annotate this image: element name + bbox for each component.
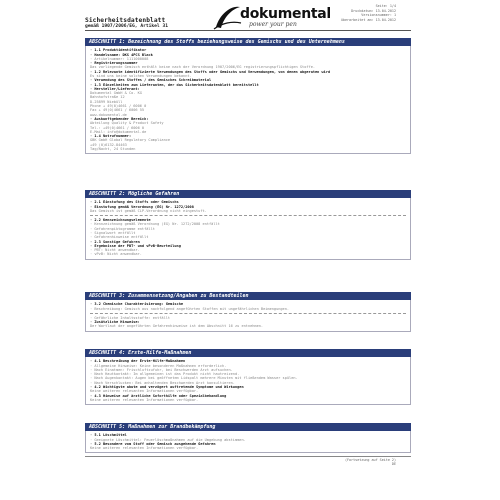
document-title: Sicherheitsdatenblatt bbox=[85, 17, 166, 24]
footer bbox=[345, 458, 396, 467]
section-line: Das vorliegende Gemisch enthält keine nach der Verordnung 1907/2006/EG registrierungspflichtigen Stoffe. bbox=[90, 65, 316, 70]
section-heading: ABSCHNITT 5: Maßnahmen zur Brandbekämpfung bbox=[85, 423, 411, 431]
section-line: · 3.2 Chemische Charakterisierung: Gemische bbox=[90, 302, 184, 307]
section-line: · 2.2 Kennzeichnungselemente bbox=[90, 218, 151, 223]
section-line: Der Wortlaut der angeführten Gefahrenhinweise ist dem Abschnitt 16 zu entnehmen. bbox=[90, 324, 264, 329]
section-line: · Gefahrenhinweise entfällt bbox=[90, 235, 149, 240]
section-2 bbox=[85, 190, 411, 260]
section-heading: ABSCHNITT 1: Bezeichnung des Stoffs beziehungsweise des Gemischs und des Unternehmens bbox=[85, 38, 411, 46]
section-line: GBK GmbH Global Regulatory Compliance bbox=[90, 138, 171, 143]
section-line: · 2.1 Einstufung des Stoffs oder Gemischs bbox=[90, 200, 179, 205]
document-meta bbox=[341, 4, 396, 22]
section-line: · Geeignete Löschmittel: Feuerlöschmaßnahmen auf die Umgebung abstimmen. bbox=[90, 437, 246, 442]
section-line: Keine weiteren relevanten Informationen verfügbar. bbox=[90, 446, 199, 451]
section-line: www.dokumental.de bbox=[90, 112, 127, 117]
section-line: +49 (0)6132-84463 bbox=[90, 142, 127, 147]
dashed-divider bbox=[90, 313, 406, 314]
section-line: · Nach Augenkontakt: Augen bei geöffnetem Lidspalt mehrere Minuten mit fließendem Wasser spülen. bbox=[90, 376, 298, 381]
section-line: · 2.3 Sonstige Gefahren bbox=[90, 239, 140, 244]
section-line: Fax + 49(0)4661 / 6006 55 bbox=[90, 108, 145, 113]
section-line: Tag/Nacht, 24 Stunden bbox=[90, 147, 136, 152]
section-body bbox=[85, 300, 411, 331]
section-line: · Kennzeichnung gemäß Verordnung (EG) Nr. 1272/2008 entfällt bbox=[90, 222, 220, 227]
section-line: · 4.2 Wichtigste akute und verzögert auftretende Symptome und Wirkungen bbox=[90, 384, 244, 389]
section-line: Abteilung Quality & Product Safety bbox=[90, 121, 164, 126]
section-line: Tel.: +49(0)4661 / 6006 0 bbox=[90, 125, 145, 130]
footer-rule bbox=[85, 456, 411, 457]
section-line: · vPvB: Nicht anwendbar. bbox=[90, 252, 142, 257]
meta-version: Versionsnummer: 1 bbox=[361, 13, 396, 18]
section-line: · Verwendung des Stoffes / des Gemisches Schreibmaterial bbox=[90, 78, 212, 83]
document-subtitle: gemäß 1907/2006/EG, Artikel 31 bbox=[85, 24, 168, 29]
section-line: Bahnhofstraße 12 bbox=[90, 95, 125, 100]
footer-continue: (Fortsetzung auf Seite 2) bbox=[344, 458, 396, 462]
logo-swoosh-icon bbox=[212, 3, 242, 31]
section-line: Keine weiteren relevanten Informationen verfügbar. bbox=[90, 397, 199, 402]
section-line: Das Gemisch ist gemäß CLP-Verordnung nicht eingestuft. bbox=[90, 208, 207, 213]
section-line: · 1.4 Notrufnummer: bbox=[90, 134, 132, 139]
section-line: Phone + 49(0)4661 / 6006 0 bbox=[90, 104, 147, 109]
section-line: · Nach Einatmen: Frischluftzufuhr, bei Beschwerden Arzt aufsuchen. bbox=[90, 367, 233, 372]
meta-print-date: Druckdatum: 13.04.2012 bbox=[351, 8, 396, 13]
section-line: · Signalwort entfällt bbox=[90, 230, 136, 235]
section-line: · Auskunftgebender Bereich: bbox=[90, 116, 149, 121]
section-line: · Registrierungsnummer bbox=[90, 61, 138, 66]
section-line: · 4.3 Hinweise auf ärztliche Soforthilfe oder Spezialbehandlung bbox=[90, 393, 227, 398]
section-body bbox=[85, 198, 411, 260]
section-4 bbox=[85, 349, 411, 405]
section-line: · 4.1 Beschreibung der Erste-Hilfe-Maßnahmen bbox=[90, 359, 186, 364]
footer-code: DE bbox=[391, 462, 396, 467]
section-line: · Ergebnisse der PBT- und vPvB-Beurteilung bbox=[90, 243, 181, 248]
logo-tagline: power your pen bbox=[249, 21, 297, 28]
dashed-divider bbox=[90, 215, 406, 216]
section-heading: ABSCHNITT 2: Mögliche Gefahren bbox=[85, 190, 411, 198]
section-heading: ABSCHNITT 4: Erste-Hilfe-Maßnahmen bbox=[85, 349, 411, 357]
section-line: · 1.2 Relevante identifizierte Verwendungen des Stoffs oder Gemischs und Verwendungen, von denen abgeraten wird bbox=[90, 69, 331, 74]
meta-page: Seite: 1/4 bbox=[375, 4, 396, 8]
section-line: · 1.1 Produktidentifikator bbox=[90, 48, 147, 53]
section-line: · Gefährliche Inhaltsstoffe: entfällt bbox=[90, 315, 171, 320]
section-line: · PBT: Nicht anwendbar. bbox=[90, 248, 140, 253]
section-5 bbox=[85, 423, 411, 453]
document-page bbox=[72, 0, 410, 500]
section-line: · Zusätzliche Hinweise: bbox=[90, 320, 140, 325]
section-line: · Nach Verschlucken: Bei anhaltenden Beschwerden Arzt konsultieren. bbox=[90, 380, 235, 385]
section-line: Es sind uns keine solchen Verwendungen bekannt. bbox=[90, 73, 192, 78]
section-line: · Einstufung gemäß Verordnung (EG) Nr. 1272/2008 bbox=[90, 204, 194, 209]
section-body bbox=[85, 357, 411, 405]
section-line: · Beschreibung: Gemisch aus nachfolgend angeführten Stoffen mit ungefährlichen Beimengungen. bbox=[90, 306, 290, 311]
section-body bbox=[85, 46, 411, 154]
section-line: · 1.3 Einzelheiten zum Lieferanten, der das Sicherheitsdatenblatt bereitstellt bbox=[90, 82, 259, 87]
section-line: · Artikelnummer: 1111000008 bbox=[90, 56, 149, 61]
logo-wordmark: dokumental bbox=[240, 6, 331, 22]
section-line: · Hersteller/Lieferant: bbox=[90, 86, 140, 91]
section-line: · Handelsname: DKS 4PCS Black bbox=[90, 52, 153, 57]
section-3 bbox=[85, 292, 411, 332]
section-body bbox=[85, 431, 411, 453]
section-line: · Nach Hautkontakt: Im allgemeinen ist das Produkt nicht hautreizend. bbox=[90, 372, 240, 377]
meta-revised: überarbeitet am: 13.04.2012 bbox=[340, 17, 396, 22]
section-line: Dokumental GmbH & Co. KG bbox=[90, 91, 142, 96]
section-line: · Allgemeine Hinweise: Keine besonderen Maßnahmen erforderlich. bbox=[90, 363, 227, 368]
section-line: D-25899 Niebüll bbox=[90, 99, 123, 104]
section-line: Keine weiteren relevanten Informationen verfügbar. bbox=[90, 389, 199, 394]
section-1 bbox=[85, 38, 411, 154]
section-line: · 5.2 Besondere vom Stoff oder Gemisch ausgehende Gefahren bbox=[90, 441, 216, 446]
section-line: E-Mail: info@dokumental.de bbox=[90, 129, 147, 134]
section-line: · 5.1 Löschmittel bbox=[90, 433, 127, 438]
header-rule bbox=[85, 30, 411, 31]
company-logo bbox=[212, 3, 331, 33]
section-heading: ABSCHNITT 3: Zusammensetzung/Angaben zu Bestandteilen bbox=[85, 292, 411, 300]
section-line: · Gefahrenpiktogramme entfällt bbox=[90, 226, 155, 231]
